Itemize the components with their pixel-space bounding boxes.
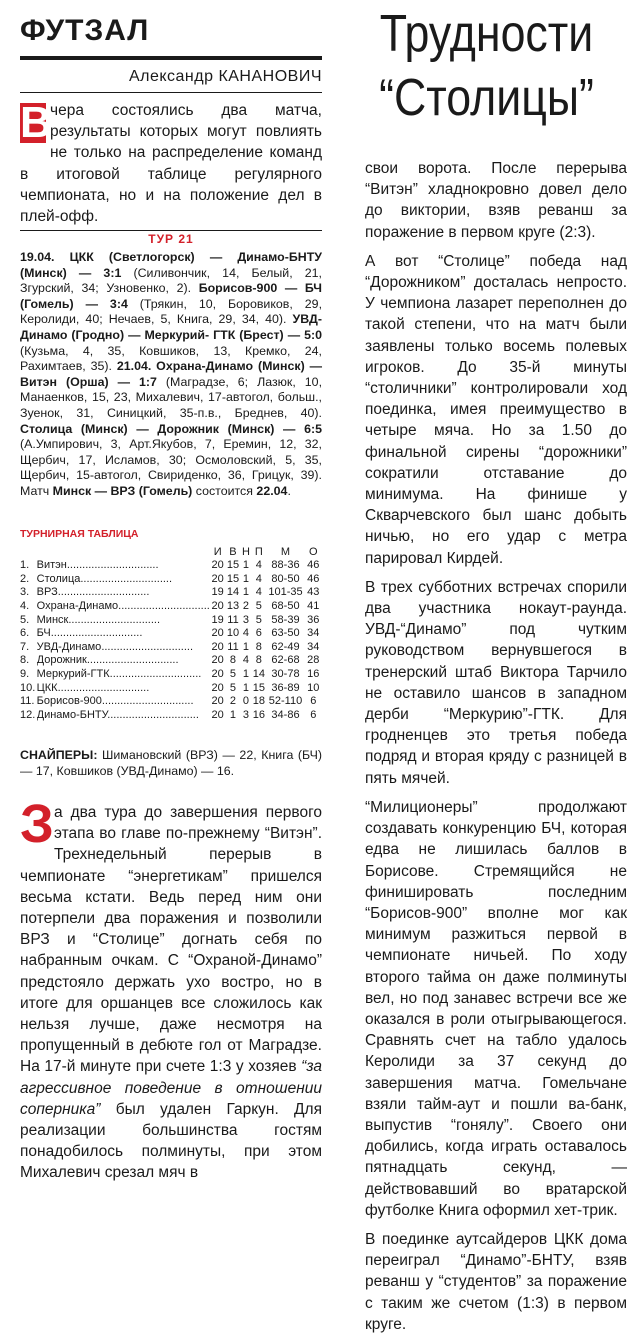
body-left-column — [20, 794, 322, 1184]
row-team-cell — [37, 627, 210, 641]
row-team-cell — [37, 613, 210, 627]
top-scorers — [20, 748, 322, 779]
row-goals: 34-86 — [271, 708, 300, 721]
body-right-paragraph-5: В поединке аутсайдеров ЦКК дома переиграл “Динамо”-БНТУ, взяв реванш у “студентов” за поражение с таким же счетом (1:3) в первом круге. — [365, 1230, 627, 1333]
row-team-cell — [37, 695, 210, 709]
table-row — [20, 695, 322, 709]
row-points: 43 — [307, 586, 320, 599]
row-losses: 15 — [252, 681, 265, 694]
row-draws: 3 — [242, 613, 249, 626]
row-leader-dots: .............................. — [80, 572, 173, 585]
row-goals: 88-36 — [271, 559, 300, 572]
row-team: ЦКК — [36, 681, 58, 694]
table-row — [20, 573, 322, 587]
intro-paragraph — [20, 100, 322, 227]
row-draws: 4 — [242, 627, 249, 640]
row-wins: 13 — [226, 600, 240, 613]
body-right-paragraph-3: В трех субботних встречах спорили два участника нокаут-раунда. УВД-“Динамо” под чутким руководством вернувшегося в тренерский штаб Виктора Тарчило не оставило шансов в западном дерби “Меркурию”-ГТК. Для гродненцев это третья победа подряд и вторая кряду с разницей в пять мячей. — [365, 578, 627, 787]
row-losses: 14 — [252, 668, 265, 681]
row-games: 20 — [211, 640, 224, 653]
row-team: Столица — [36, 572, 81, 585]
row-draws: 0 — [242, 695, 249, 708]
standings-table — [20, 545, 322, 722]
row-leader-dots: .............................. — [109, 668, 202, 681]
header-draws: Н — [241, 545, 250, 558]
row-team-cell — [37, 559, 210, 573]
row-team: Динамо-БНТУ — [36, 708, 108, 721]
section-label: ФУТЗАЛ — [20, 6, 322, 60]
result-details: состоится — [192, 483, 257, 498]
row-team: Меркурий-ГТК — [36, 668, 110, 681]
row-points: 6 — [310, 708, 317, 721]
row-points: 16 — [307, 668, 320, 681]
row-losses: 5 — [255, 613, 262, 626]
row-team: Дорожник — [36, 654, 87, 667]
row-leader-dots: .............................. — [86, 654, 179, 667]
body-left-text-2: был удален Гаркун. Для реализации большинства гостям понадобилось полминуты, при этом Михалевич срезал мяч в — [20, 1100, 322, 1182]
row-leader-dots: .............................. — [68, 613, 161, 626]
row-leader-dots: .............................. — [107, 708, 199, 721]
row-games: 20 — [211, 600, 224, 613]
headline-line-1: Трудности — [379, 5, 594, 63]
table-row — [20, 600, 322, 614]
table-row — [20, 627, 322, 641]
row-team-cell — [37, 654, 210, 668]
row-losses: 6 — [255, 627, 262, 640]
row-losses: 4 — [255, 559, 262, 572]
table-row — [20, 641, 322, 655]
row-goals: 101-35 — [268, 586, 303, 599]
intro-dropcap: В — [20, 98, 52, 147]
row-points: 34 — [307, 627, 320, 640]
row-games: 20 — [211, 668, 224, 681]
row-leader-dots: .............................. — [50, 627, 143, 640]
table-row — [20, 654, 322, 668]
article-headline — [336, 2, 594, 130]
row-losses: 8 — [255, 654, 262, 667]
row-goals: 52-110 — [268, 695, 303, 708]
table-row — [20, 668, 322, 682]
row-goals: 58-39 — [271, 613, 300, 626]
table-row — [20, 559, 322, 573]
row-position: 6. — [20, 627, 30, 640]
row-games: 20 — [211, 654, 224, 667]
row-team: БЧ — [36, 627, 51, 640]
row-team-cell — [37, 573, 210, 587]
header-games: И — [213, 545, 222, 558]
row-position: 2. — [20, 572, 30, 585]
row-games: 20 — [211, 627, 224, 640]
tour-title: ТУР 21 — [20, 230, 322, 247]
row-wins: 10 — [226, 627, 240, 640]
row-draws: 1 — [242, 586, 249, 599]
header-wins: В — [229, 545, 237, 558]
table-row — [20, 709, 322, 723]
row-position: 3. — [20, 586, 30, 599]
body-right-column — [365, 158, 627, 1343]
result-score: Столица (Минск) — Дорожник (Минск) — 6:5 — [20, 421, 322, 436]
table-row — [20, 613, 322, 627]
body-left-text-1: а два тура до завершения первого этапа во главе по-прежнему “Витэн”. Трехнедельный перерыв в чемпионате “энергетикам” пришелся весьма кстати. Ведь перед ним они потерпели два поражения и позволили ВРЗ и “Столице” догнать себя по набранным очкам. С “Охраной-Динамо” предстояло держать ухо востро, но в итоге для оршанцев все сложилось как нельзя лучше, даже несмотря на пропущенный в дебюте гол от Маградзе. На 17-й минуте при счете 1:3 у хозяев — [20, 804, 322, 1076]
row-games: 20 — [211, 559, 224, 572]
row-losses: 4 — [255, 572, 262, 585]
result-score: УВД-Динамо (Гродно) — Меркурий- ГТК (Брест) — 5:0 — [20, 312, 322, 342]
row-games: 19 — [211, 586, 224, 599]
body-left-quote: “за агрессивное поведение в отношении соперника” — [20, 1058, 322, 1118]
row-games: 20 — [211, 572, 224, 585]
row-losses: 18 — [252, 695, 265, 708]
row-leader-dots: .............................. — [57, 681, 150, 694]
row-team-cell — [37, 709, 210, 723]
header-goals: М — [280, 545, 291, 558]
row-team-cell — [37, 600, 210, 614]
scorers-text: Шимановский (ВРЗ) — 22, Книга (БЧ) — 17, Ковшиков (УВД-Динамо) — 16. — [20, 748, 322, 778]
result-score: 21.04. Охрана-Динамо (Минск) — Витэн (Орша) — 1:7 — [20, 359, 322, 389]
row-position: 7. — [20, 640, 30, 653]
row-wins: 15 — [226, 559, 240, 572]
result-details: . — [287, 483, 291, 498]
body-right-paragraph-2: А вот “Столице” победа над “Дорожником” досталась непросто. У чемпиона лазарет переполнен до такой степени, что на матч были заявлены только восемь полевых игроков. До 35-й минуты “столичники” контролировали ход поединка, имея преимущество в четыре мяча. Но за 1.50 до финальной сирены “дорожники” сократили отставание до минимума. На финише у Скварчевского был шанс добыть ничью, но его удар с метра парировал Кирдей. — [365, 252, 627, 567]
row-team-cell — [37, 668, 210, 682]
row-leader-dots: .............................. — [101, 695, 194, 708]
row-wins: 5 — [229, 681, 237, 694]
row-draws: 3 — [242, 708, 249, 721]
row-points: 41 — [307, 600, 320, 613]
row-team-cell — [37, 586, 210, 600]
body-right-paragraph-1: свои ворота. После перерыва “Витэн” хладнокровно довел дело до виктории, взяв реванш за поражение в первом круге (2:3). — [365, 160, 627, 241]
row-team: Борисов-900 — [36, 695, 102, 708]
row-losses: 5 — [255, 600, 262, 613]
row-leader-dots: .............................. — [57, 586, 150, 599]
row-position: 4. — [20, 600, 30, 613]
header-points: О — [309, 545, 318, 558]
row-points: 46 — [307, 572, 320, 585]
result-score: 22.04 — [256, 483, 288, 498]
row-draws: 1 — [242, 572, 249, 585]
row-draws: 1 — [242, 681, 249, 694]
row-position: 5. — [20, 613, 30, 626]
row-goals: 80-50 — [271, 572, 300, 585]
row-leader-dots: .............................. — [118, 600, 210, 613]
match-results — [20, 250, 322, 500]
row-draws: 1 — [242, 640, 249, 653]
row-leader-dots: .............................. — [101, 640, 193, 653]
row-team-cell — [37, 641, 210, 655]
row-goals: 36-89 — [271, 681, 300, 694]
result-details: (Маградзе, 6; Лазюк, 10, Манаенков, 15, 23, Михалевич, 17-автогол, больш., Зуенок, 31, Синицкий, 35-п.в., Бреднев, 40). — [20, 374, 323, 420]
row-draws: 1 — [242, 559, 249, 572]
row-position: 9. — [20, 668, 30, 681]
row-points: 46 — [307, 559, 320, 572]
row-goals: 62-49 — [271, 640, 300, 653]
row-goals: 63-50 — [271, 627, 300, 640]
row-games: 20 — [211, 708, 224, 721]
row-draws: 2 — [242, 600, 249, 613]
row-wins: 15 — [226, 572, 240, 585]
header-losses: П — [254, 545, 263, 558]
row-position: 12. — [20, 708, 36, 721]
result-details: (Трякин, 10, Боровиков, 29, Керолиди, 40; Нечаев, 5, Книга, 29, 34, 40). — [20, 296, 323, 327]
row-wins: 11 — [227, 613, 239, 626]
scorers-label: СНАЙПЕРЫ: — [20, 748, 98, 762]
table-row — [20, 586, 322, 600]
standings-title: ТУРНИРНАЯ ТАБЛИЦА — [20, 528, 139, 540]
row-team: УВД-Динамо — [36, 640, 102, 653]
author-byline: Александр КАНАНОВИЧ — [20, 64, 322, 93]
body-dropcap: З — [20, 794, 54, 854]
row-draws: 4 — [242, 654, 249, 667]
row-goals: 30-78 — [271, 668, 300, 681]
standings-header-row — [20, 545, 322, 559]
intro-text: чера состоялись два матча, результаты которых могут повлиять не только на распределение команд в итоговой таблице регулярного чемпионата, но и на положение дел в плей-офф. — [20, 102, 322, 226]
row-points: 36 — [307, 613, 320, 626]
row-goals: 68-50 — [271, 600, 300, 613]
result-score: Минск — ВРЗ (Гомель) — [52, 483, 193, 498]
row-games: 19 — [211, 613, 224, 626]
row-team: Охрана-Динамо — [36, 600, 119, 613]
row-wins: 1 — [229, 708, 237, 721]
row-points: 10 — [307, 681, 320, 694]
row-points: 6 — [310, 695, 317, 708]
row-position: 11. — [20, 695, 35, 708]
body-right-paragraph-4: “Милиционеры” продолжают создавать конкуренцию БЧ, которая едва не лишилась баллов в Борисове. Стремящийся не финишировать последним “Борисов-900” вполне мог как минимум разжиться первой в чемпионате ничьей. По ходу второго тайма он даже полминуты вел, но под занавес встречи все же оказался в роли отыгрывающегося. Сравнять счет на табло удалось Керолиди за 37 секунд до завершения матча. Гомельчане взяли тайм-аут и пошли ва-банк, выпустив “гонялу”. Своего они добились, когда играть оставалось пятнадцать секунд, — действовавший во вратарской футболке Книга оформил хет-трик. — [365, 798, 627, 1219]
row-goals: 62-68 — [271, 654, 300, 667]
row-wins: 5 — [229, 668, 237, 681]
row-position: 8. — [20, 654, 30, 667]
row-leader-dots: .............................. — [66, 559, 159, 572]
result-score: 19.04. ЦКК (Светлогорск) — Динамо-БНТУ (Минск) — 3:1 — [20, 250, 322, 280]
table-row — [20, 681, 322, 695]
row-wins: 8 — [229, 654, 237, 667]
row-losses: 16 — [252, 708, 265, 721]
row-team-cell — [37, 681, 210, 695]
result-details: (Кузьма, 4, 35, Ковшиков, 13, Кремко, 24, Рахимтаев, 35). — [20, 343, 322, 374]
row-wins: 14 — [226, 586, 240, 599]
result-score: Борисов-900 — БЧ (Гомель) — 3:4 — [20, 281, 322, 311]
row-points: 28 — [307, 654, 320, 667]
row-games: 20 — [211, 681, 224, 694]
row-team: Витэн — [36, 559, 67, 572]
row-draws: 1 — [242, 668, 249, 681]
row-position: 1. — [20, 559, 30, 572]
row-team: Минск — [36, 613, 69, 626]
result-details: (Силивончик, 14, Белый, 21, Згурский, 34; Узновенко, 2). — [20, 265, 322, 296]
row-team: ВРЗ — [36, 586, 58, 599]
row-points: 34 — [307, 640, 320, 653]
row-losses: 4 — [255, 586, 262, 599]
headline-line-2: “Столицы” — [379, 69, 594, 127]
row-wins: 2 — [229, 695, 237, 708]
row-position: 10. — [20, 681, 36, 694]
result-details: (А.Умпирович, 3, Арт.Якубов, 7, Еремин, 12, 32, Щербич, 17, Исламов, 30; Осмоловский, 5, 35, Щербич, 15-автогол, Свириденко, 36, Грицук, 39). Матч — [20, 437, 322, 498]
row-losses: 8 — [255, 640, 262, 653]
row-games: 20 — [211, 695, 224, 708]
row-wins: 11 — [227, 640, 239, 653]
